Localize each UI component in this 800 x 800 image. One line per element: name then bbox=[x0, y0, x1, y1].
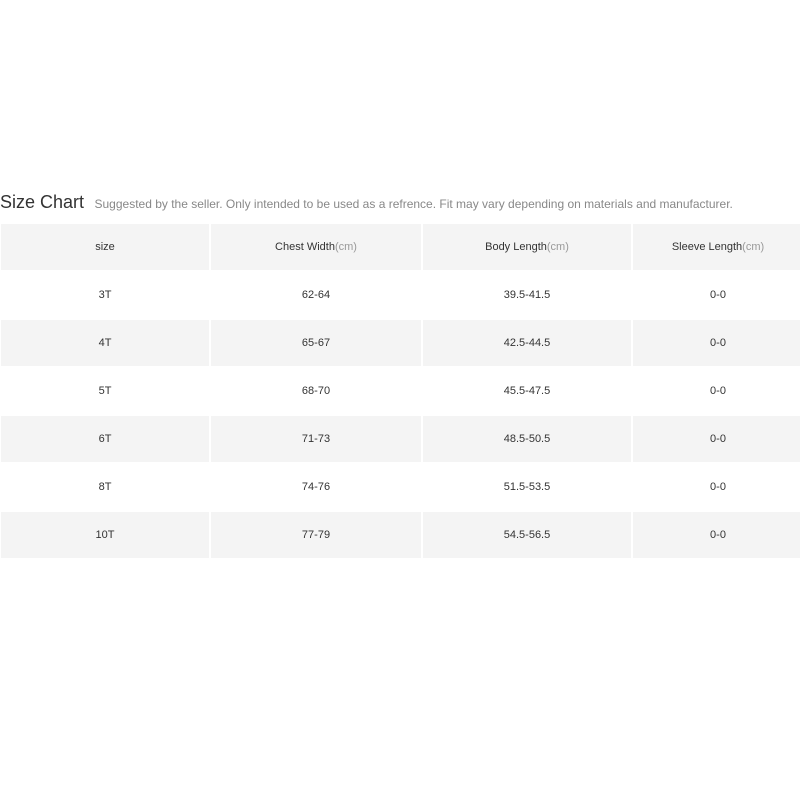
column-header-unit: (cm) bbox=[546, 241, 569, 253]
table-header-row bbox=[1, 224, 800, 270]
size-cell: 3T bbox=[1, 272, 209, 318]
table-row bbox=[1, 416, 800, 462]
sleeve-length-cell: 0-0 bbox=[633, 416, 800, 462]
column-header-unit: (cm) bbox=[334, 241, 357, 253]
column-header-label: Chest Width bbox=[275, 241, 335, 253]
size-cell: 5T bbox=[1, 368, 209, 414]
size-cell: 6T bbox=[1, 416, 209, 462]
sleeve-length-cell: 0-0 bbox=[633, 368, 800, 414]
chest-width-cell: 62-64 bbox=[211, 272, 421, 318]
table-row bbox=[1, 320, 800, 366]
sleeve-length-cell: 0-0 bbox=[633, 512, 800, 558]
table-row bbox=[1, 368, 800, 414]
sleeve-length-cell: 0-0 bbox=[633, 272, 800, 318]
table-row bbox=[1, 512, 800, 558]
chest-width-cell: 77-79 bbox=[211, 512, 421, 558]
size-cell: 8T bbox=[1, 464, 209, 510]
sleeve-length-cell: 0-0 bbox=[633, 320, 800, 366]
body-length-cell: 54.5-56.5 bbox=[423, 512, 631, 558]
chest-width-cell: 65-67 bbox=[211, 320, 421, 366]
table-row bbox=[1, 464, 800, 510]
column-header-body-length bbox=[423, 224, 631, 270]
body-length-cell: 45.5-47.5 bbox=[423, 368, 631, 414]
column-header-label: Sleeve Length bbox=[671, 241, 743, 253]
column-header-chest-width bbox=[211, 224, 421, 270]
size-cell: 10T bbox=[1, 512, 209, 558]
body-length-cell: 51.5-53.5 bbox=[423, 464, 631, 510]
column-header-label: size bbox=[95, 241, 115, 253]
column-header-size bbox=[1, 224, 209, 270]
disclaimer-text: Suggested by the seller. Only intended to be used as a refrence. Fit may vary depending on materials and manufacturer. bbox=[94, 197, 733, 211]
size-table bbox=[0, 222, 800, 560]
page-title: Size Chart bbox=[0, 192, 85, 212]
sleeve-length-cell: 0-0 bbox=[633, 464, 800, 510]
column-header-sleeve-length bbox=[633, 224, 800, 270]
body-length-cell: 48.5-50.5 bbox=[423, 416, 631, 462]
table-row bbox=[1, 272, 800, 318]
size-chart-header bbox=[0, 192, 800, 218]
column-header-unit: (cm) bbox=[742, 241, 765, 253]
chest-width-cell: 74-76 bbox=[211, 464, 421, 510]
chest-width-cell: 71-73 bbox=[211, 416, 421, 462]
chest-width-cell: 68-70 bbox=[211, 368, 421, 414]
column-header-label: Body Length bbox=[485, 241, 547, 253]
body-length-cell: 39.5-41.5 bbox=[423, 272, 631, 318]
size-cell: 4T bbox=[1, 320, 209, 366]
body-length-cell: 42.5-44.5 bbox=[423, 320, 631, 366]
